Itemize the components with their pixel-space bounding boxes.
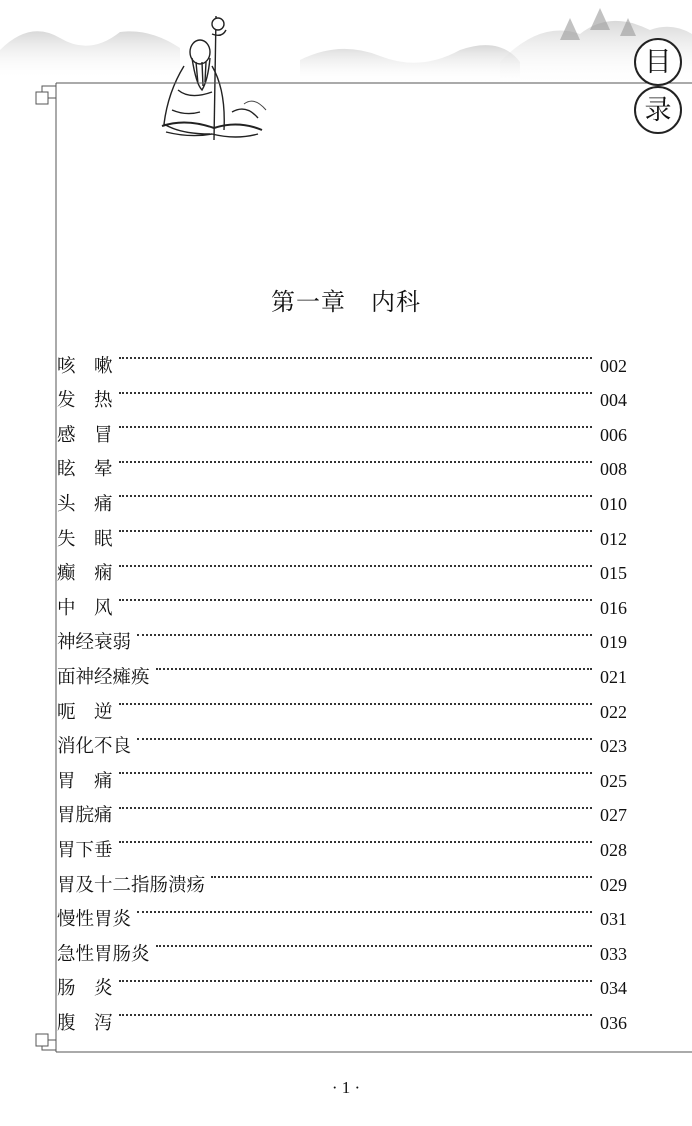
leader-dots	[211, 856, 592, 891]
toc-entry-label: 胃及十二指肠溃疡	[57, 874, 206, 896]
leader-dots	[137, 891, 592, 926]
toc-entry-page: 010	[600, 493, 627, 514]
toc-entry-label: 胃脘痛	[57, 805, 113, 827]
page-number: · 1 ·	[331, 1078, 361, 1097]
toc-entry-page: 004	[600, 390, 627, 411]
toc-entry-label: 头 痛	[57, 493, 113, 515]
toc-entry-label: 神经衰弱	[57, 632, 132, 654]
toc-entry[interactable]	[57, 925, 627, 965]
toc-entry-label: 急性胃肠炎	[57, 943, 150, 965]
toc-entry[interactable]	[57, 683, 627, 723]
toc-entry-label: 面神经瘫痪	[57, 666, 150, 688]
leader-dots	[119, 787, 592, 822]
toc-entry-label: 眩 晕	[57, 459, 113, 481]
toc-entry-page: 012	[600, 528, 627, 549]
toc-entry-page: 036	[600, 1012, 627, 1033]
toc-entry[interactable]	[57, 441, 627, 481]
toc-entry[interactable]	[57, 960, 627, 1000]
leader-dots	[156, 648, 592, 683]
toc-entry[interactable]	[57, 614, 627, 654]
toc-entry[interactable]	[57, 372, 627, 412]
leader-dots	[119, 372, 592, 407]
leader-dots	[119, 545, 592, 580]
toc-entry-page: 006	[600, 424, 627, 445]
toc-entry[interactable]	[57, 994, 627, 1034]
mountain-left	[0, 31, 180, 80]
toc-entry-label: 肠 炎	[57, 978, 113, 1000]
toc-entry[interactable]	[57, 337, 627, 377]
toc-entry-page: 025	[600, 770, 627, 791]
leader-dots	[119, 441, 592, 476]
leader-dots	[156, 925, 592, 960]
toc-entry[interactable]	[57, 545, 627, 585]
toc-entry-page: 033	[600, 943, 627, 964]
toc-entry-page: 029	[600, 874, 627, 895]
leader-dots	[137, 718, 592, 753]
chapter-title: 第一章 内科	[271, 288, 421, 316]
toc-entry-page: 002	[600, 355, 627, 376]
toc-entry-page: 015	[600, 563, 627, 584]
toc-entry[interactable]	[57, 510, 627, 550]
toc-entry-page: 016	[600, 597, 627, 618]
toc-entry[interactable]	[57, 475, 627, 515]
leader-dots	[137, 614, 592, 649]
leader-dots	[119, 821, 592, 856]
leader-dots	[119, 475, 592, 510]
toc-entry-page: 021	[600, 666, 627, 687]
leader-dots	[119, 579, 592, 614]
toc-entry[interactable]	[57, 718, 627, 758]
toc-entry[interactable]	[57, 648, 627, 688]
toc-entry[interactable]	[57, 787, 627, 827]
leader-dots	[119, 994, 592, 1029]
toc-entry-label: 消化不良	[57, 736, 132, 758]
mountain-middle	[300, 45, 520, 84]
toc-entry-label: 呃 逆	[57, 701, 113, 723]
toc-entry-label: 发 热	[57, 390, 113, 412]
toc-entry-label: 中 风	[57, 597, 113, 619]
toc-entry-label: 癫 痫	[57, 563, 113, 585]
toc-entry-label: 失 眠	[57, 528, 113, 550]
toc-entry-label: 慢性胃炎	[57, 909, 132, 931]
toc-entry[interactable]	[57, 821, 627, 861]
toc-entry[interactable]	[57, 891, 627, 931]
toc-entry-page: 019	[600, 632, 627, 653]
toc-entry-page: 034	[600, 978, 627, 999]
toc-entry[interactable]	[57, 579, 627, 619]
toc-entry-label: 感 冒	[57, 424, 113, 446]
toc-entry-label: 咳 嗽	[57, 355, 113, 377]
toc-entry[interactable]	[57, 752, 627, 792]
leader-dots	[119, 752, 592, 787]
leader-dots	[119, 510, 592, 545]
leader-dots	[119, 683, 592, 718]
toc-entry[interactable]	[57, 406, 627, 446]
toc-title-char-1: 目	[634, 38, 682, 86]
toc-list	[57, 337, 627, 1034]
toc-entry-page: 027	[600, 805, 627, 826]
toc-entry[interactable]	[57, 856, 627, 896]
leader-dots	[119, 406, 592, 441]
toc-entry-page: 031	[600, 909, 627, 930]
toc-entry-page: 022	[600, 701, 627, 722]
toc-entry-page: 028	[600, 839, 627, 860]
toc-entry-label: 腹 泻	[57, 1012, 113, 1034]
toc-entry-page: 023	[600, 736, 627, 757]
toc-entry-label: 胃下垂	[57, 839, 113, 861]
toc-entry-page: 008	[600, 459, 627, 480]
leader-dots	[119, 960, 592, 995]
leader-dots	[119, 337, 592, 372]
toc-title-char-2: 录	[634, 86, 682, 134]
toc-entry-label: 胃 痛	[57, 770, 113, 792]
